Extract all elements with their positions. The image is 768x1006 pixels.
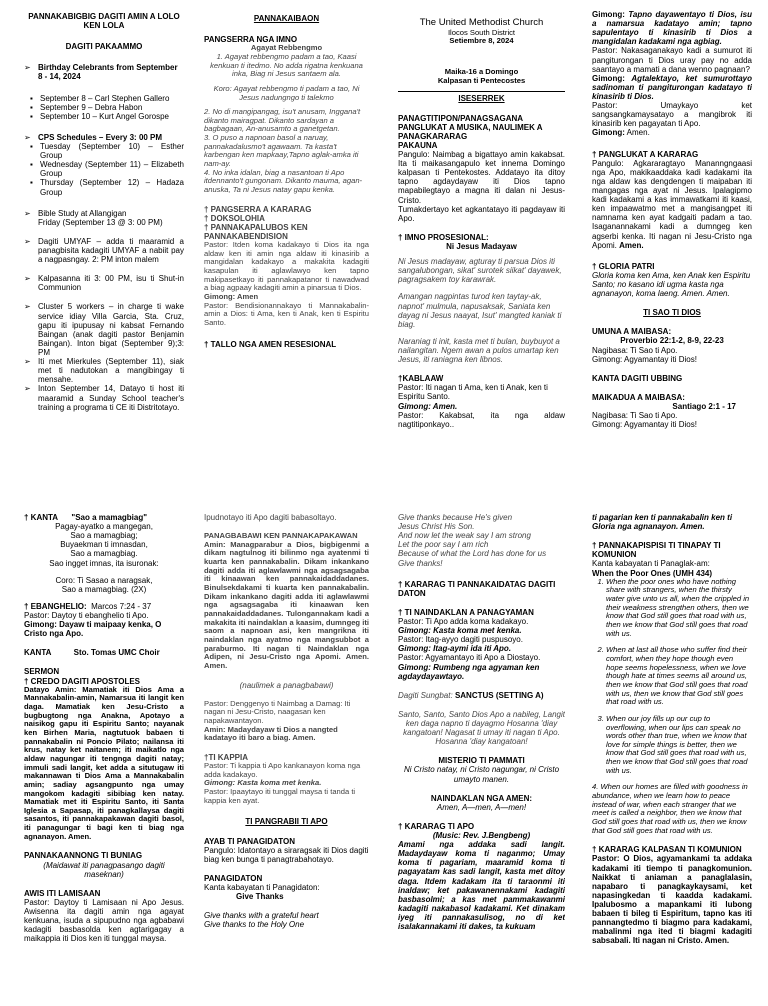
song-line: Buyaekman ti imnasdan, — [60, 540, 148, 550]
lords-supper-heading: TI PANGRABII TI APO — [245, 817, 328, 827]
processional-verse-1: Ni Jesus madayaw, agturay ti parsua Dios iti sangalubongan, sikat' surotek siikat' dayawek, pagragsakem toy karawrak. — [398, 257, 562, 285]
column-communion — [398, 513, 565, 1003]
first-reading-ref: Proverbio 22:1-2, 8-9, 22-23 — [620, 336, 724, 346]
lords-prayer-ending: ti pagarian ken ti pannakabalin ken ti Gloria nga agnanayon. Amen. — [592, 513, 733, 532]
cps-item: ▪ Thursday (September 12) – Hadaza Group — [40, 178, 184, 196]
breaking-bread-heading: † PANNAKAPISPISI TI TINAPAY TI KOMUNION — [592, 541, 721, 560]
great-amen-heading: NAINDAKLAN NGA AMEN: — [430, 793, 533, 803]
offering-heading: PANAGIDATON — [204, 873, 263, 883]
gloria-text: Gloria koma ken Ama, ken Anak ken Espiritu Santo; no kasano idi ugma kasta nga agnanayon, koma laeng. Amen. Amen. — [592, 270, 751, 299]
bible-study-label: Bible Study at Allangigan — [38, 208, 127, 218]
processional-verse-3: Naraniag ti init, kasta met ti bulan, buybuyot a nailangitan. Ngem awan a pulos umartap ken Jesus, iti raniagna ken libnos. — [398, 336, 560, 365]
hymn-verse: 1. When the poor ones who have nothing share with strangers, when the thirsty water give unto us all, when the crippled in their weakness strengthen others, then we know that God still goes that road with us, then we know that God still goes that road with us. — [606, 578, 752, 639]
dedication-prayer-heading: † KARARAG TI PANNAKAIDATAG DAGITI DATON — [398, 579, 556, 598]
give-thanks-line: And now let the weak say I am strong — [398, 531, 531, 541]
column-cover — [398, 18, 565, 508]
gathering-heading: PANAGTITIPON/PANAGSAGANA PANGLUKAT A MUSIKA, NAULIMEK A PANAGKARARAG — [398, 113, 543, 141]
greeting-response: Gimong: Amen. — [398, 401, 458, 411]
song-heading: † KANTA "Sao a mamagbiag" — [24, 513, 148, 522]
hymn-verse: 2. When at last all those who suffer find their comfort, when they hope though even hope seems hopelessness, when we love though hate at times seems all around us, then we know that God still goes that road with us, then we know that God still goes that road with us. — [606, 646, 752, 707]
offering-call-text: Pangulo: Idatontayo a siraragsak iti Dios dagiti biag ken bunga ti panagtrabahotayo. — [204, 845, 369, 864]
assurance-pastor: Pastor: Denggenyo ti Naimbag a Damag: Iti nagan ni Jesu-Cristo, naagasan ken napakawantayon. — [204, 698, 351, 726]
gospel-heading: † EBANGHELIO: Marcos 7:24 - 37 — [24, 601, 152, 611]
cps-item: ▪ Wednesday (September 11) – Elizabeth Group — [40, 160, 184, 178]
column-announcements — [24, 12, 184, 508]
offering-song-line: Give thanks to the Holy One — [204, 920, 305, 930]
peace-heading: †TI KAPPIA — [204, 753, 249, 762]
offering-song-name: Give Thanks — [236, 892, 284, 902]
silent-confession: (naulimek a panagbabawi) — [239, 680, 334, 690]
cps-item: ▪ Tuesday (September 10) – Esther Group — [40, 142, 184, 160]
greeting-pastor: Pastor: Iti nagan ti Ama, ken ti Anak, ken ti Espiritu Santo. — [398, 383, 548, 402]
give-thanks-line: Because of what the Lord has done for us — [398, 549, 547, 559]
thanksgiving-pastor: Pastor: Ti Apo adda koma kadakayo. — [398, 616, 529, 626]
confession-heading: PANAGBABAWI KEN PANNAKAPAKAWAN — [204, 531, 358, 541]
divider — [398, 91, 565, 92]
thanksgiving-pastor: Pastor: Agyamantayo iti Apo a Diostayo. — [398, 653, 541, 663]
gloria-heading: † GLORIA PATRI — [592, 261, 655, 271]
communion-song-label: Kanta kabayatan ti Panaglak-am: — [592, 559, 710, 569]
peace-response: Gimong: Kasta koma met kenka. — [204, 778, 322, 788]
give-thanks-line: Jesus Christ His Son. — [398, 522, 475, 532]
closing-prayer-heading: † PANGSERRA A KARARAG — [204, 204, 312, 214]
second-reading-reader: Nagibasa: Ti Sao ti Apo. — [592, 411, 678, 421]
hymn-verse-4: 4. No inka idalan, biag a nasantoan ti Apo itdennanto't gungonam. Dikanto mauma, agan-anuska, Ta ni Jesus natay gapu kenka. — [204, 167, 363, 195]
second-reading-ref: Santiago 2:1 - 17 — [672, 401, 736, 411]
season-label: Kalpasan ti Pentecostes — [437, 75, 526, 85]
song-chorus: Coro: Ti Sasao a naragsak, — [55, 575, 153, 585]
entrance-heading: ISESERREK — [458, 94, 505, 104]
gospel-response: Gimong: Dayaw ti maipaay kenka, O Cristo nga Apo. — [24, 620, 162, 639]
second-reading-label: MAIKADUA A MAIBASA: — [592, 392, 685, 402]
baptism-heading: PANNAKAANNONG TI BUNIAG — [24, 851, 143, 861]
gospel-pastor: Pastor: Daytoy ti ebanghelio ti Apo. — [24, 610, 149, 620]
birthday-item: ▪ September 9 – Debra Habon — [40, 103, 184, 112]
first-reading-label: UMUNA A MAIBASA: — [592, 327, 672, 337]
offering-call-heading: AYAB TI PANAGIDATON — [204, 836, 295, 846]
great-thanksgiving-heading: † TI NAINDAKLAN A PANAGYAMAN — [398, 607, 534, 617]
invitation-text: Pastor: Daytoy ti Lamisaan ni Apo Jesus. Awisenna ita dagiti amin nga agayat kenkuana, isuda a sipupudno nga agbabawi kadagiti basbasolda ken agtarigagay a maikappia iti Dios ken iti tunggal maysa. — [24, 897, 184, 944]
column-prayer-readings — [592, 10, 752, 508]
church-name: The United Methodist Church — [419, 18, 544, 28]
hymn-verse-1: 1. Agayat rebbengmo padam a tao, Kaasi kenkuan ti itedmo. No adda rigatna kenkuana inka, Biag ni Jesus santaem ala. — [210, 51, 363, 79]
confession-text: Amin: Managparabur a Dios, bigbigenmi a dikam nagtulnog iti bilinmo nga ayatenmi ti kuarta ken pannakabalin. Dikam inkankano dagiti adda iti aglawlawmi nga agsagsagaba iti kinaawan ken pannakaidaddadanes. Binulsekdakami ti kuarta ken pannakabalin. Dikam inkankano dagiti adda iti aglawlawmi nga agsagsagaba iti kinaawan ken pannakaidaddadanes. Tulongannakam kadi a makakita iti naindaklan a kaasim, dumngeg iti saom a napnoan asi, ken mangrikna iti naindaklan nga ayatmo nga mangsubbot a paraburmo. Iti nagan ti Naindaklan nga Adipen, ni Jesu-Cristo nga Apomi. Amen. Amen. — [204, 539, 369, 670]
song-chorus-2: Sao a mamagbiag. (2X) — [61, 584, 147, 594]
lords-prayer-heading: † KARARAG TI APO — [398, 821, 475, 831]
confess-line: Ipudnotayo iti Apo dagiti babasoltayo. — [204, 513, 337, 522]
column-gospel-creed — [24, 513, 184, 1003]
give-thanks-line: Let the poor say I am rich — [398, 540, 489, 550]
song-line: Sao a mamagbiag; — [70, 531, 138, 541]
shut-in-note: ➢ Kalpasanna iti 3: 00 PM, isu ti Shut-in Communion — [24, 274, 184, 292]
announcements-title: DAGITI PAKAAMMO — [65, 42, 143, 52]
peace-pastor-2: Pastor: Ipaaytayo iti tunggal maysa ti tanda ti kappia ken ayat. — [204, 787, 356, 805]
district-name: Ilocos South District — [447, 27, 516, 37]
mierkules-note: ➢ Iti met Mierkules (September 11), siak met ti nadutokan a mangibingay ti mensahe. — [24, 357, 184, 384]
opening-prayer-heading: † PANGLUKAT A KARARAG — [592, 149, 699, 159]
assurance-response: Amin: Madaydayaw ti Dios a nangted kadatayo iti baro a biag. Amen. — [204, 724, 338, 743]
word-heading: TI SAO TI DIOS — [643, 308, 701, 318]
first-reading-reader: Nagibasa: Ti Sao ti Apo. — [592, 345, 678, 355]
sanctus-line: Dagiti Sungbat: SANCTUS (SETTING A) — [398, 690, 544, 700]
pastor-1: Pastor: Nakasaganakayo kadi a sumurot iti pangiturongan ti Dios uray pay no adda saantayo a mamati a dana wenno pagnaan? — [592, 46, 752, 74]
closing-hymn-heading: PANGSERRA NGA IMNO — [204, 35, 298, 45]
opening-prayer-text: Pangulo: Agkararagtayo Mananngngaasi nga Apo, makikaaddaka kadi kadakami ita nga aldaw kas dengdengen ti maipaban iti mangagas nga ayat ni Jesus. Ipalagipmo kadi kadakami a kas immawatkami iti kaasi, ken impaawatmo met a mangisangpet iti namnama ken ayat kadgaiti padam a tao. Isaganannakami kadi a dumngeg ken agserbi kenka. Iti nagan ni Jesu-Cristo nga Apomi. Amen. — [592, 158, 752, 250]
birthday-item: ▪ September 8 – Carl Stephen Gallero — [40, 94, 184, 103]
cluster-note: ➢ Cluster 5 workers – in charge ti wake service idiay Villa Garcia, Sta. Cruz, gapu iti ipupusay ni kabsat Fernando Baingan (anak dagiti pastor Benjamin Baingan). Inton bigat (September 9);3: PM — [24, 302, 184, 357]
give-thanks-line: Give thanks! — [398, 558, 443, 568]
thanksgiving-pastor: Pastor: Itag-ayyo dagiti puspusoyo. — [398, 635, 523, 645]
processional-heading: † IMNO PROSESIONAL: — [398, 232, 489, 242]
bible-study-date: Friday (September 13 @ 3: 00 PM) — [38, 217, 163, 227]
birthday-list — [24, 94, 184, 121]
baptism-note: (Maidawat iti panagpasango dagiti maseknan) — [43, 860, 165, 879]
offering-song-label: Kanta kabayatan ti Panagidaton: — [204, 882, 320, 892]
choir-line: KANTA Sto. Tomas UMC Choir — [24, 648, 160, 658]
communion-song-name: When the Poor Ones (UMH 434) — [592, 568, 713, 578]
great-amen-text: Amen, A—men, A—men! — [436, 802, 527, 812]
training-note: ➢ Inton September 14, Datayo ti host iti maaramid a Sunday School teacher's training a programa ti CE iti Distritotayo. — [24, 384, 184, 411]
cps-list — [24, 142, 184, 197]
peace-pastor: Pastor: Ti kappia ti Apo kankanayon koma nga adda kadakayo. — [204, 761, 361, 779]
hymn-verse-3: 3. O puso a napnoan basol a naruay, pannakadalusmo't agawaam. Ta kasta't karbengan ken mapkaay,Tapno aglak-amka iti nam-ay. — [204, 133, 359, 169]
hymn-verse-4: 4. When our homes are filled with goodness in abundance, when we learn how to peace instead of war, when each stranger that we meet is called a neighbor, then we know that God still goes that road with us, then we know that God still goes that road with us. — [592, 782, 748, 835]
service-date: Setiembre 8, 2024 — [449, 36, 514, 46]
recessional-heading: † TALLO NGA AMEN RESESIONAL — [204, 339, 337, 349]
closing-hymn-name: Agayat Rebbengmo — [250, 43, 323, 53]
bible-study — [24, 209, 184, 227]
children-song: KANTA DAGITI UBBING — [592, 373, 683, 383]
hymn-chorus: Koro: Agayat rebbengmo ti padam a tao, Ni Jesus nadungngo ti talekmo — [213, 83, 360, 102]
thanksgiving-response: Gimong: Kasta koma met kenka. — [398, 626, 522, 636]
offering-song-line: Give thanks with a grateful heart — [204, 911, 319, 921]
birthday-heading: ➢ Birthday Celebrants from September 8 - 14, 2024 — [24, 63, 184, 81]
lords-prayer-text: Amami nga addaka sadi langit. Madaydayaw koma ti naganmo; Umay koma ti pagariam, maaramid koma ti pagayatam kas sadi langit, kasta met ditoy daga. Itdem kadakam ita ti taraonmi iti inaldaw; ket pakawanennakami kadagiti basbasolmi; a kas met pammakawanmi kadagiti nakabasol kadakami. Ket dinakam iyeg iti pannakasulisog, no di ket isalakannakami iti dakes, ta kukuam — [398, 840, 565, 932]
processional-name: Ni Jesus Madayaw — [446, 241, 517, 251]
column-confession — [204, 513, 369, 1003]
greeting-pastor-2: Pastor: Kakabsat, ita nga aldaw nagtitiponkayo.. — [398, 410, 565, 429]
hymn-verse-2: 2. No di mangipangag, isu't anusam, Inggana't dikanto mairagpat. Dikanto sardayan a bagbagaan, An-anusamto a ganetgetan. — [204, 107, 361, 134]
dedication-title: PANNAKABIGBIG DAGITI AMIN A LOLO KEN LOLA — [28, 12, 180, 31]
give-thanks-line: Give thanks because He's given — [398, 513, 513, 522]
invitation-heading: AWIS ITI LAMISAAN — [24, 888, 101, 898]
hymn-verse: 3. When our joy fills up our cup to overflowing, when our lips can speak no words other than true, when we know that love for simple things is better, then we know that God still goes that road with us, then we know that God still goes that road with us. — [606, 715, 752, 776]
column-communion-hymn — [592, 513, 752, 1003]
creed-text: Datayo Amin: Mamatiak iti Dios Ama a Mannakabalin-amin, Namarsua iti langit ken daga. Mamatiak ken Jesu-Cristo a bugbugtong nga Anakna, Apotayo a naisikog gapu iti Espiritu Santo; nayanak ken Birhen Maria, nagtutuok babaen ti pannakabalin ni Poncio Pilato; nailansa iti krus, natay ket naitanem; iti maikatlo nga aldaw nagungar iti tengnga dagiti natay; immuli sadi langit, ket adda a situtugaw iti makannawan ti Dios Ama a Mannakabalin amin; sadiay agsangpunto nga umay mangokom kadagiti sibibiag ken natay. Mamatiak met iti Espiritu Santo, iti Santa Iglesia a Sapasap, iti panagkallaysa dagiti sasantos, iti pannakapakawan dagiti basol, iti panagungar ti bagi ken ti biag nga agnanayon. Amen. — [24, 684, 184, 841]
greeting-text: Pangulo: Naimbag a bigattayo amin kakabsat. Ita ti maikasangapulo ket innema Domingo kalpasan ti Pentekostes. Addatayo ita ditoy tapno agdaydayaw iti Dios tapno mapabilegtayo a magna iti dalan ni Jesus-Cristo. — [398, 150, 565, 205]
column-sending-forth — [204, 14, 369, 508]
post-communion-text: Pastor: O Dios, agyamankami ta addaka kadakami iti tiempo ti panagkomunion. Naikkat ti aniaman a panaglalasin, napabaro ti panagkaykaysami, ket napasingkedan ti kaadda kadakami. Ipalubosmo a mapankami iti lubong babaen ti bileg ti Espiritum, tapno kas iti pannangtedmo ti biagmo para kadakami, mabalinmi nga ited ti biagmi kadagiti sabsabali. Iti nagan ni Cristo. Amen. — [592, 854, 752, 946]
second-reading-response: Gimong: Agyamantay iti Dios! — [592, 420, 697, 430]
stand-text: Tumakdertayo ket agkantatayo iti pagdayaw iti Apo. — [398, 204, 565, 223]
pastor-2: Pastor: Umaykayo ket sangsangkamaysatayo a mangibrok iti kinasirib ken pagayatan ti Apo. — [592, 101, 752, 129]
song-line: Sao ingget imnas, ita isuronak: — [49, 558, 159, 568]
sunday-number: Maika-16 a Domingo — [444, 67, 519, 77]
benediction-blessing: Pastor: Bendisionannakayo ti Mannakabalin-amin a Dios: ti Ama, ken ti Anak, ken ti Espiritu Santo. — [204, 300, 369, 328]
thanksgiving-response: Gimong: Itag-aymi ida iti Apo. — [398, 644, 512, 654]
response-3: Gimong: Amen. — [592, 128, 650, 138]
creed-heading: † CREDO DAGITI APOSTOLES — [24, 676, 141, 686]
birthday-item: ▪ September 10 – Kurt Angel Gorospe — [40, 112, 184, 121]
post-communion-heading: † KARARAG KALPASAN TI KOMUNION — [592, 845, 742, 855]
sending-heading: PANNAKAIBAON — [253, 14, 320, 23]
song-line: Pagay-ayatko a mangegan, — [55, 522, 153, 532]
cps-heading: ➢ CPS Schedules – Every 3: 00 PM — [24, 133, 184, 142]
first-reading-response: Gimong: Agyamantay iti Dios! — [592, 354, 697, 364]
song-line: Sao a mamagbiag. — [70, 549, 138, 559]
benediction-heading: † PANNAKAPALUBOS KEN PANNAKABENDISION — [204, 222, 308, 242]
sanctus-text: Santo, Santo, Santo Dios Apo a nabileg, Langit ken daga napno ti dayagmo Hosanna 'diay kangatoan! Nagasat ti umay iti nagan ti Apo. Hosanna 'diay kangatoan! — [398, 709, 565, 747]
lords-prayer-music: (Music: Rev. J.Bengbeng) — [432, 830, 531, 840]
umyaf-note: ➢ Dagiti UMYAF – adda ti maaramid a panagbisita kadagiti UMYAF a nabiit pay a nagpasngay. 2: PM inton malem — [24, 237, 184, 264]
benediction-text: Pastor: Itden koma kadakayo ti Dios ita nga aldaw ken iti amin nga aldaw iti kinasirib a mangidalan kadakayo a makakita kadagiti kasapulan iti aglawlawyo ken tapno makipasetkayo iti pannakapatanor ti nawadwad a biag agpaay kadagiti amin a pinarsua ti Dios. — [204, 240, 369, 293]
benediction-response: Gimong: Amen — [204, 292, 259, 302]
communion-hymn-verses — [592, 578, 752, 776]
mystery-heading: MISTERIO TI PAMMATI — [438, 756, 525, 766]
thanksgiving-response: Gimong: Rumbeng nga agyaman ken agdaydayawtayo. — [398, 662, 540, 681]
doxology-heading: † DOKSOLOHIA — [204, 213, 265, 223]
response-2: Gimong: Agtalektayo, ket sumurottayo sadinoman ti pangiturongan kadatayo ti kinasirib ti Dios. — [592, 73, 752, 101]
greeting-heading: †KABLAAW — [398, 374, 444, 384]
response-1: Gimong: Tapno dayawentayo ti Dios, isu a namarsua kadatayo amin; tapno sapulentayo ti kinasirib ti Dios a mangidalan kadakami nga agbiag. — [592, 10, 752, 47]
processional-verse-2: Amangan nagpintas turod ken taytay-ak, napnot' mulmula, napusaksak, Saniata ken dayag ni Jesus naayat, Isut' mangted kaniak ti biag. — [398, 292, 562, 329]
sermon-heading: SERMON — [24, 667, 60, 677]
mystery-text: Ni Cristo natay, ni Cristo nagungar, ni Cristo umayto manen. — [403, 765, 560, 784]
call-heading: PAKAUNA — [398, 140, 438, 150]
